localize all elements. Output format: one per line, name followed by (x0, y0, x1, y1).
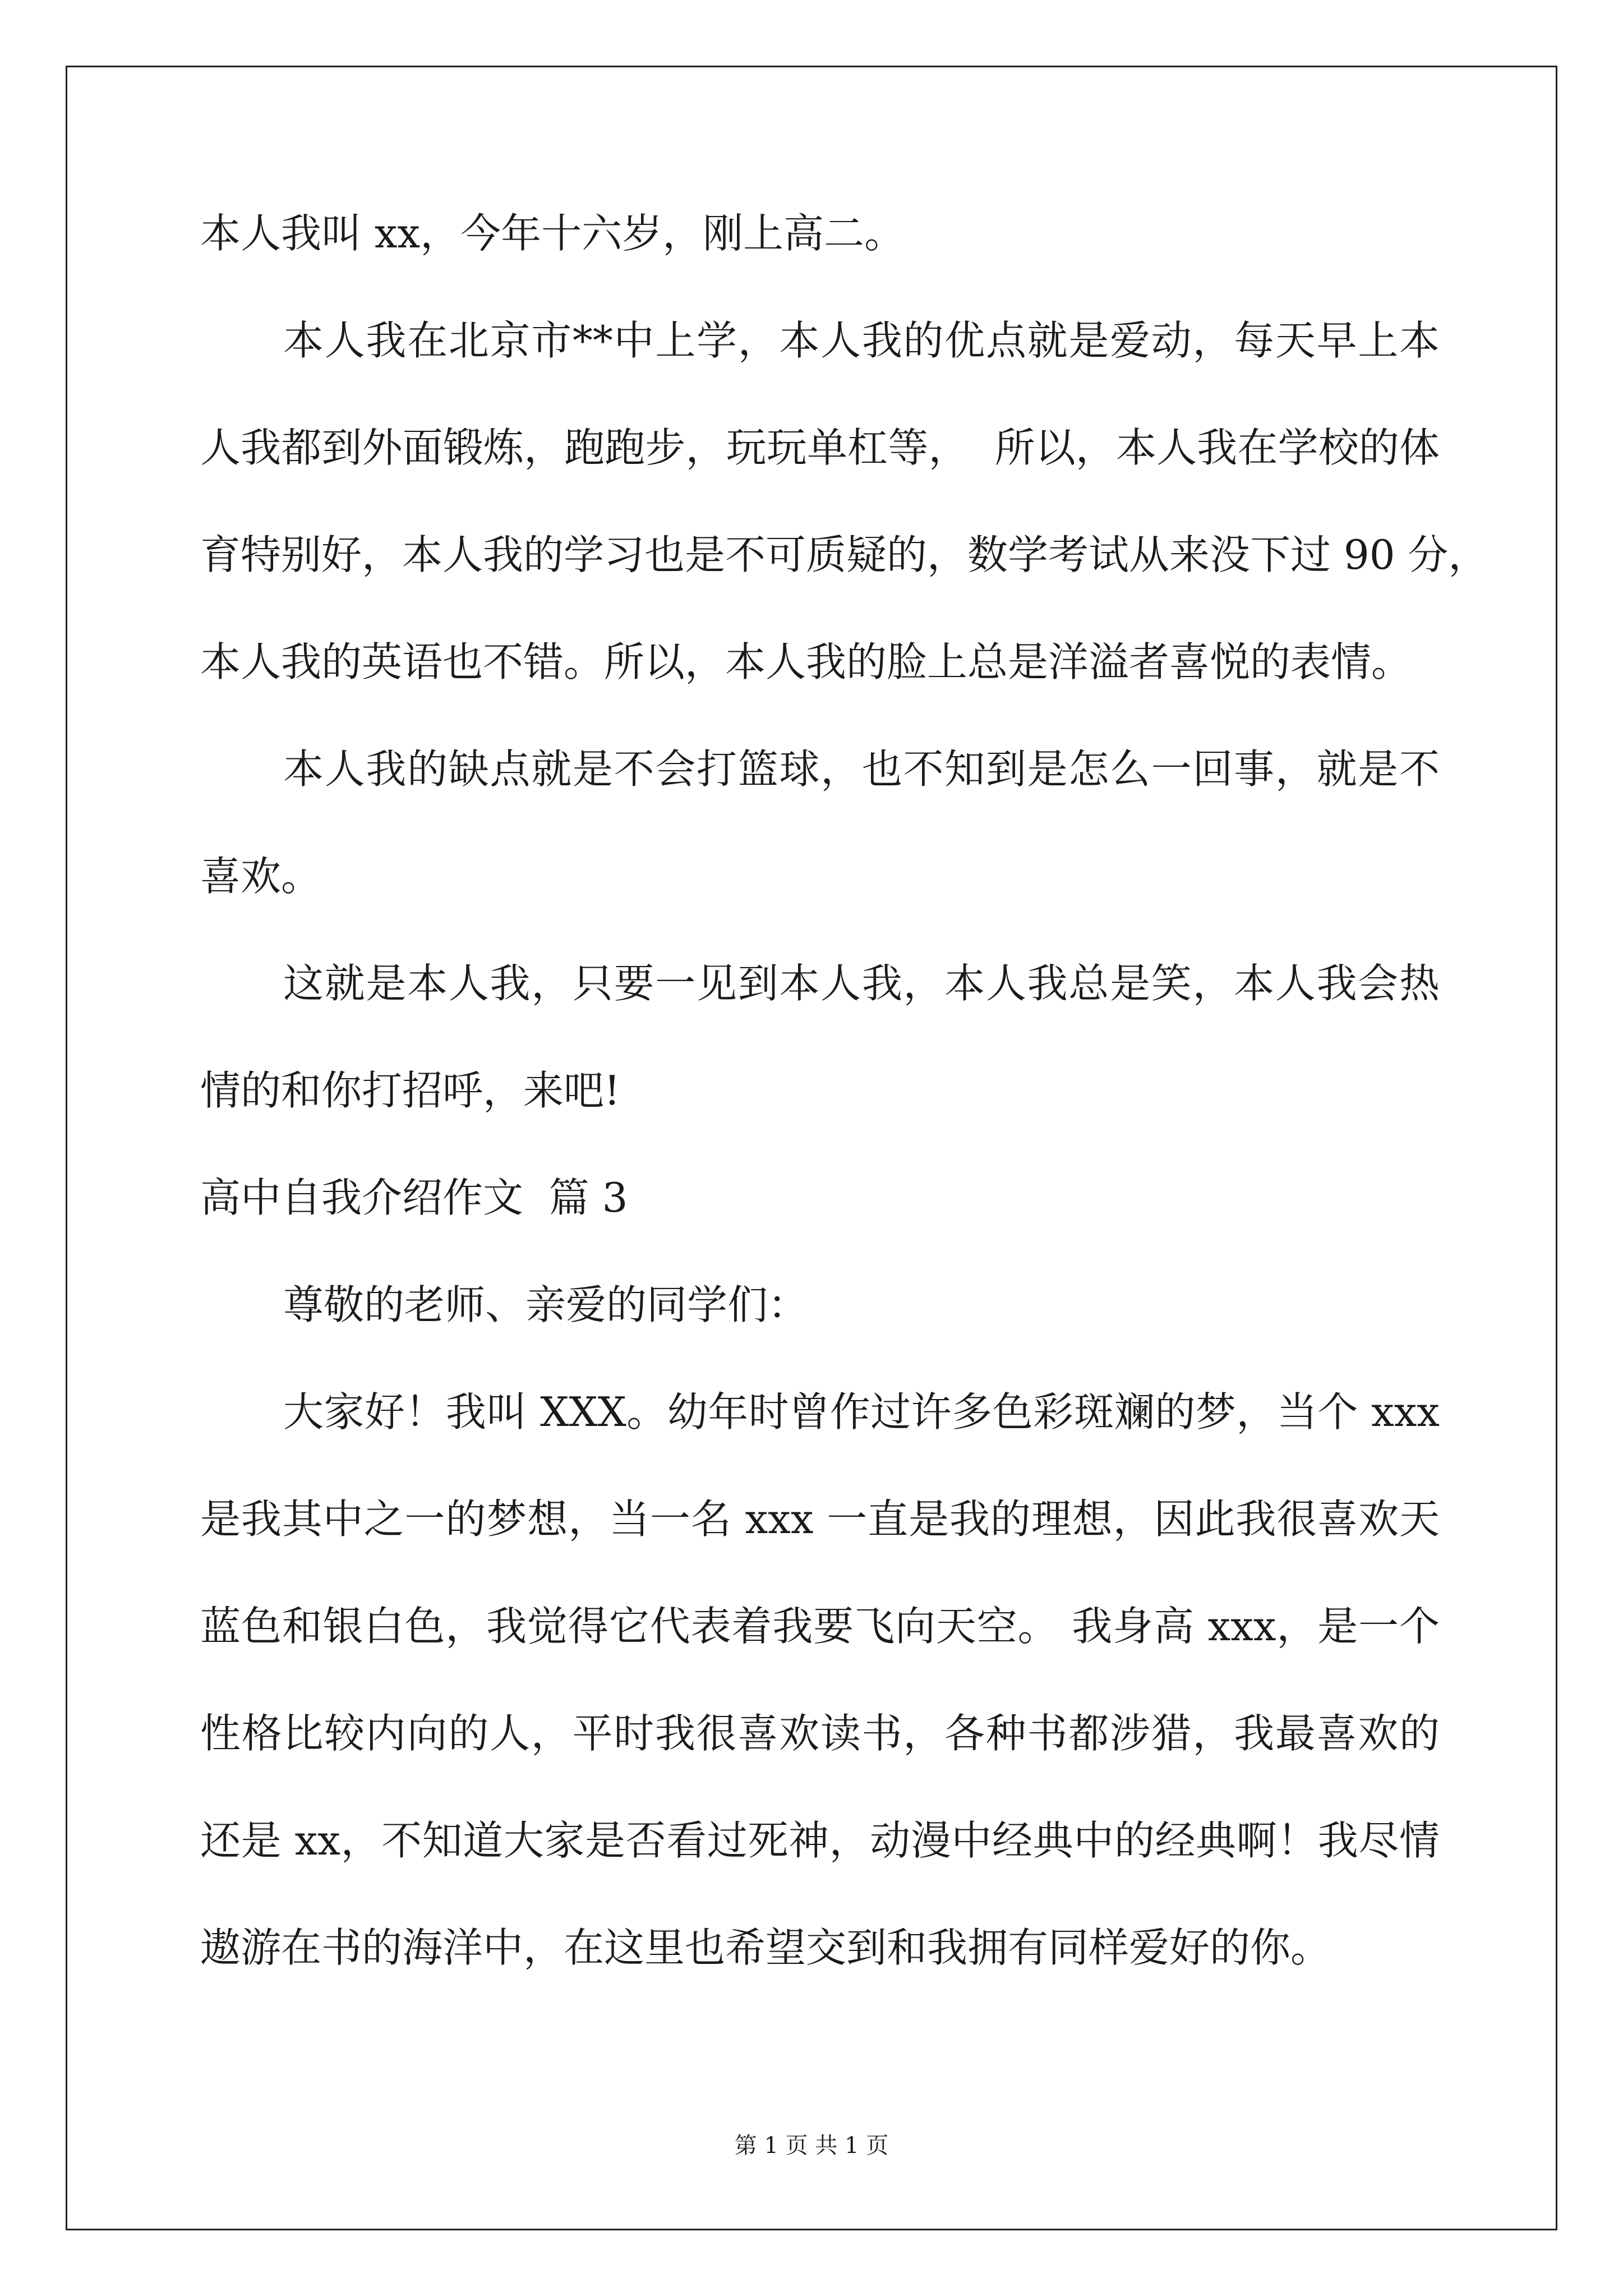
text-line: 遨游在书的海洋中，在这里也希望交到和我拥有同样爱好的你。 (200, 1924, 1331, 1971)
paragraph-start-line: 大家好！我叫 XXX。幼年时曾作过许多色彩斑斓的梦，当个 xxx (283, 1388, 1440, 1435)
text-line: 育特别好，本人我的学习也是不可质疑的，数学考试从来没下过 90 分， (200, 531, 1489, 578)
text-line: 蓝色和银白色，我觉得它代表着我要飞向天空。 我身高 xxx，是一个 (200, 1603, 1440, 1650)
text-line: 本人我叫 xx，今年十六岁，刚上高二。 (200, 210, 905, 257)
text-line: 还是 xx，不知道大家是否看过死神，动漫中经典中的经典啊！我尽情 (200, 1817, 1440, 1864)
text-line: 人我都到外面锻炼，跑跑步，玩玩单杠等， 所以，本人我在学校的体 (200, 424, 1440, 471)
text-line: 性格比较内向的人，平时我很喜欢读书，各种书都涉猎，我最喜欢的 (200, 1710, 1440, 1757)
salutation-line: 尊敬的老师、亲爱的同学们： (283, 1281, 809, 1328)
text-line: 是我其中之一的梦想，当一名 xxx 一直是我的理想，因此我很喜欢天 (200, 1496, 1440, 1543)
text-line: 喜欢。 (200, 853, 322, 900)
text-line: 情的和你打招呼，来吧! (200, 1067, 620, 1114)
document-body (200, 210, 1489, 2035)
page-footer: 第 1 页 共 1 页 (734, 2133, 889, 2159)
paragraph-start-line: 本人我的缺点就是不会打篮球，也不知到是怎么一回事，就是不 (283, 746, 1440, 793)
paragraph-start-line: 本人我在北京市**中上学，本人我的优点就是爱动，每天早上本 (283, 317, 1440, 364)
section-heading: 高中自我介绍作文 篇 3 (200, 1174, 628, 1221)
text-line: 本人我的英语也不错。所以，本人我的脸上总是洋溢者喜悦的表情。 (200, 638, 1412, 685)
paragraph-start-line: 这就是本人我，只要一见到本人我，本人我总是笑，本人我会热 (283, 960, 1440, 1007)
